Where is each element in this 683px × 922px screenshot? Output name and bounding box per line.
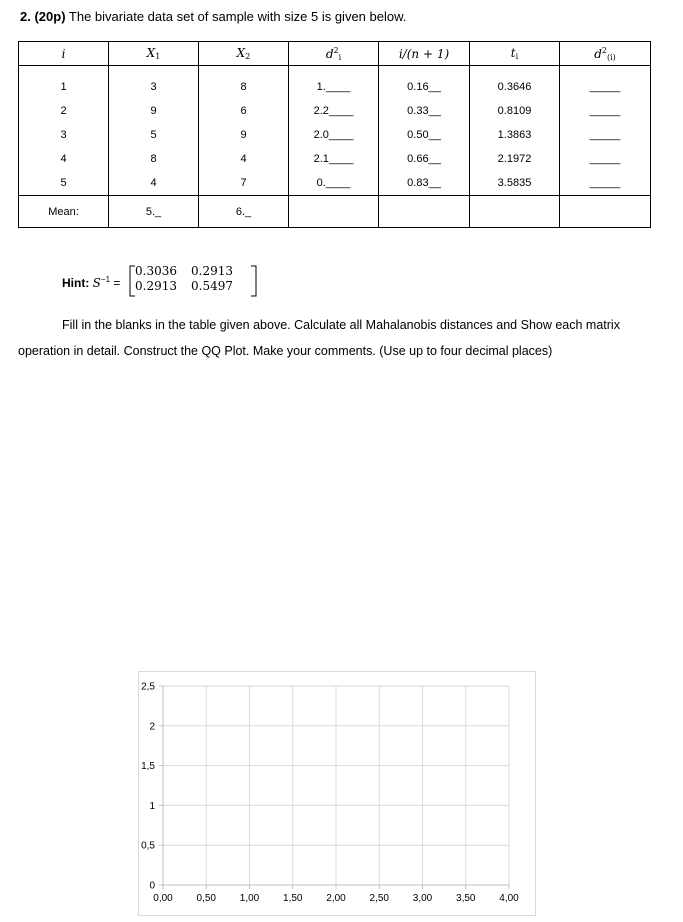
x-tick-label: 2,00: [326, 893, 346, 904]
cell-i: 2: [19, 99, 109, 123]
y-tick-label: 2: [149, 721, 155, 733]
qq-plot-svg: [139, 672, 535, 915]
cell-d-squared: 2.2____: [289, 99, 379, 123]
table-row: [19, 147, 651, 171]
x-tick-label: 3,00: [412, 893, 433, 904]
cell-ratio: 0.66__: [379, 147, 470, 171]
x-tick-label: 4,00: [499, 893, 519, 904]
cell-x2: 9: [199, 123, 289, 147]
table-header-row: [19, 42, 651, 66]
cell-ordered-d-squared: _____: [560, 147, 651, 171]
matrix-cell: 0.2913: [191, 264, 233, 278]
cell-x1: 5: [109, 123, 199, 147]
hint-block: [62, 264, 322, 298]
instructions: [18, 312, 668, 364]
matrix-cell: 0.2913: [135, 279, 177, 293]
cell-x1: 4: [109, 171, 199, 196]
cell-x2: 7: [199, 171, 289, 196]
y-tick-label: 0: [149, 880, 155, 892]
cell-ratio: 0.50__: [379, 123, 470, 147]
header-t: $t_i$: [470, 42, 560, 66]
header-d-squared: $d^2_i$: [289, 42, 379, 66]
cell-t: 3.5835: [470, 171, 560, 196]
y-tick-label: 1: [149, 800, 155, 812]
cell-i: 3: [19, 123, 109, 147]
cell-ordered-d-squared: _____: [560, 123, 651, 147]
cell-t: 0.8109: [470, 99, 560, 123]
instructions-line-2: operation in detail. Construct the QQ Plot. Make your comments. (Use up to four decimal places): [18, 344, 553, 358]
header-i: i: [19, 42, 109, 66]
x-tick-label: 1,50: [283, 893, 303, 904]
question-text: The bivariate data set of sample with size 5 is given below.: [68, 9, 407, 24]
cell-ordered-d-squared: _____: [560, 75, 651, 99]
question-title: [20, 9, 406, 24]
x-tick-label: 2,50: [369, 893, 389, 904]
x-tick-label: 1,00: [239, 893, 260, 904]
cell-d-squared: 0.____: [289, 171, 379, 196]
cell-x1: 3: [109, 75, 199, 99]
hint-label: Hint: $S^{-1}$ =: [62, 275, 121, 290]
question-number: 2.: [20, 9, 31, 24]
cell-ratio: 0.83__: [379, 171, 470, 196]
header-ratio: i/(n + 1): [379, 42, 470, 66]
cell-i: 5: [19, 171, 109, 196]
cell-t: 0.3646: [470, 75, 560, 99]
x-tick-label: 0,00: [153, 893, 173, 904]
qq-plot-chart: [138, 671, 536, 916]
instructions-line-1: Fill in the blanks in the table given above. Calculate all Mahalanobis distances and Show each matrix: [62, 318, 620, 332]
cell-x2: 6: [199, 99, 289, 123]
header-ordered-d-squared: $d^2_{(i)}$: [560, 42, 651, 66]
cell-i: 4: [19, 147, 109, 171]
x-tick-label: 3,50: [456, 893, 476, 904]
data-table: [18, 41, 651, 228]
table-row: [19, 123, 651, 147]
x-tick-label: 0,50: [196, 893, 216, 904]
table-row: [19, 99, 651, 123]
y-tick-label: 0,5: [141, 840, 155, 852]
cell-ratio: 0.33__: [379, 99, 470, 123]
cell-x1: 9: [109, 99, 199, 123]
mean-x1: 5._: [109, 196, 199, 228]
cell-ratio: 0.16__: [379, 75, 470, 99]
matrix-right-bracket: [250, 265, 258, 297]
cell-t: 1.3863: [470, 123, 560, 147]
cell-ordered-d-squared: _____: [560, 99, 651, 123]
cell-d-squared: 2.1____: [289, 147, 379, 171]
table-mean-row: [19, 196, 651, 228]
header-x1: $X_1$: [109, 42, 199, 66]
cell-x1: 8: [109, 147, 199, 171]
cell-x2: 4: [199, 147, 289, 171]
cell-i: 1: [19, 75, 109, 99]
header-x2: $X_2$: [199, 42, 289, 66]
mean-x2: 6._: [199, 196, 289, 228]
cell-x2: 8: [199, 75, 289, 99]
question-points: (20p): [34, 9, 66, 24]
y-tick-label: 1,5: [141, 761, 155, 773]
matrix-cell: 0.3036: [135, 264, 177, 278]
cell-ordered-d-squared: _____: [560, 171, 651, 196]
cell-d-squared: 1.____: [289, 75, 379, 99]
table-row: [19, 171, 651, 196]
cell-d-squared: 2.0____: [289, 123, 379, 147]
mean-label: Mean:: [19, 196, 109, 228]
matrix-cell: 0.5497: [191, 279, 233, 293]
y-tick-label: 2,5: [141, 681, 155, 693]
cell-t: 2.1972: [470, 147, 560, 171]
table-row: [19, 75, 651, 99]
inverse-covariance-matrix: [135, 264, 247, 294]
table-spacer-row: [19, 66, 651, 76]
